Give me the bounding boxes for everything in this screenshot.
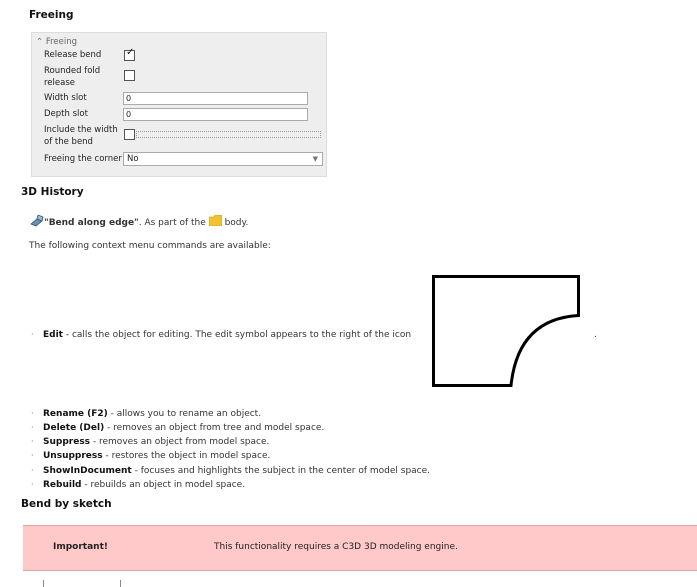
alert-title: Important!	[53, 542, 108, 552]
important-alert	[23, 525, 697, 571]
depth-slot-label: Depth slot	[44, 109, 88, 119]
command-item-showindocument: ShowInDocument - focuses and highlights the subject in the center of model space.	[43, 466, 431, 476]
panel-caption[interactable]: ⌃ Freeing	[36, 37, 78, 47]
freeing-corner-label: Freeing the corner	[44, 154, 122, 164]
table-edge-line	[120, 580, 121, 587]
include-width-label: Include the width of the bend	[44, 125, 118, 147]
bullet-dot: ·	[31, 480, 34, 489]
bullet-dot: ·	[31, 409, 34, 418]
include-width-checkbox[interactable]	[124, 129, 135, 140]
checkbox-checked-icon: ✓	[126, 47, 135, 58]
width-slot-input[interactable]: 0	[123, 92, 308, 105]
edit-trailing-dot: .	[594, 330, 597, 340]
freeing-corner-value: No	[127, 154, 139, 164]
collapse-caret-icon[interactable]: ⌃	[36, 37, 44, 47]
bullet-dot: ·	[31, 437, 34, 446]
command-item-rebuild: Rebuild - rebuilds an object in model space.	[43, 480, 246, 490]
bullet-dot: ·	[31, 451, 34, 460]
command-item-edit: Edit - calls the object for editing. The edit symbol appears to the right of the icon	[43, 330, 412, 340]
depth-slot-input[interactable]: 0	[123, 108, 308, 121]
edit-symbol-shape	[432, 275, 584, 389]
freeing-properties-panel	[31, 32, 327, 177]
release-bend-checkbox[interactable]	[124, 47, 135, 61]
dropdown-arrow-icon: ▼	[312, 155, 318, 163]
release-bend-label: Release bend	[44, 50, 102, 60]
command-item-unsuppress: Unsuppress - restores the object in model space.	[43, 451, 271, 461]
freeing-corner-select[interactable]	[123, 152, 323, 166]
include-width-field	[136, 131, 321, 138]
alert-text: This functionality requires a C3D 3D modeling engine.	[214, 542, 458, 552]
table-edge-line	[43, 580, 44, 587]
rounded-fold-checkbox[interactable]	[124, 70, 135, 81]
heading-bend-by-sketch: Bend by sketch	[21, 498, 112, 510]
bend-feature-icon	[30, 215, 44, 227]
bullet-dot: ·	[31, 330, 34, 339]
folder-body-icon	[209, 215, 222, 226]
bullet-dot: ·	[31, 466, 34, 475]
history-item-suffix: . As part of the	[138, 218, 206, 228]
width-slot-label: Width slot	[44, 93, 87, 103]
history-item-line	[30, 215, 248, 228]
heading-freeing: Freeing	[29, 9, 74, 21]
command-item-rename: Rename (F2) - allows you to rename an object.	[43, 409, 262, 419]
command-item-suppress: Suppress - removes an object from model space.	[43, 437, 270, 447]
history-body-word: body.	[224, 218, 249, 228]
heading-3d-history: 3D History	[21, 186, 84, 198]
rounded-fold-label: Rounded fold release	[44, 66, 101, 88]
context-menu-intro: The following context menu commands are available:	[29, 241, 271, 251]
bullet-dot: ·	[31, 423, 34, 432]
command-item-delete: Delete (Del) - removes an object from tree and model space.	[43, 423, 325, 433]
history-item-name: "Bend along edge"	[44, 218, 139, 228]
